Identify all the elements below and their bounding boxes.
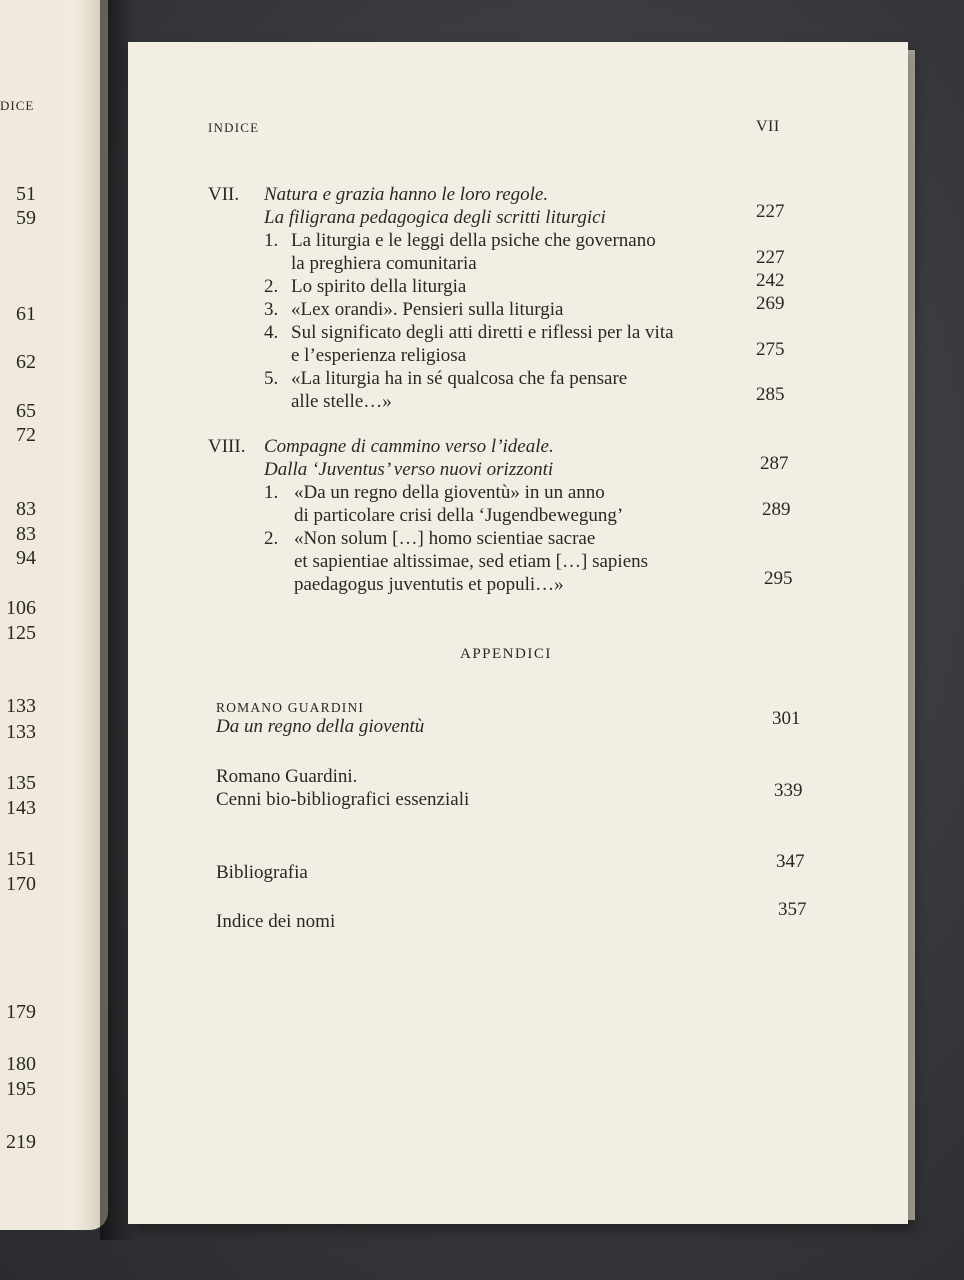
left-page xyxy=(0,0,108,1230)
item-text: di particolare crisi della ‘Jugendbewegung’ xyxy=(294,505,624,526)
left-page-number: 94 xyxy=(16,547,36,569)
item-number: 2. xyxy=(264,528,279,549)
item-page: 275 xyxy=(756,339,785,360)
item-text: la preghiera comunitaria xyxy=(291,253,477,274)
page-number: VII xyxy=(756,118,780,135)
right-page xyxy=(128,42,908,1224)
item-text: alle stelle…» xyxy=(291,391,392,412)
item-page: 269 xyxy=(756,293,785,314)
left-page-number: 59 xyxy=(16,207,36,229)
left-page-number: 61 xyxy=(16,303,36,325)
item-number: 1. xyxy=(264,482,279,503)
left-page-number: 83 xyxy=(16,498,36,520)
appendix-page: 357 xyxy=(778,899,807,920)
left-page-number: 195 xyxy=(6,1078,36,1100)
left-running-head: DICE xyxy=(0,98,35,113)
item-text: «La liturgia ha in sé qualcosa che fa pensare xyxy=(291,368,628,389)
appendix-entry: Bibliografia xyxy=(216,862,308,883)
appendix-entry: Romano Guardini. xyxy=(216,766,358,787)
item-number: 1. xyxy=(264,230,279,251)
left-page-number: 219 xyxy=(6,1131,36,1153)
chapter-numeral: VII. xyxy=(208,184,240,205)
item-page: 295 xyxy=(764,568,793,589)
item-number: 5. xyxy=(264,368,279,389)
chapter-title: La filigrana pedagogica degli scritti liturgici xyxy=(264,207,606,228)
item-page: 227 xyxy=(756,247,785,268)
item-number: 3. xyxy=(264,299,279,320)
item-number: 4. xyxy=(264,322,279,343)
item-text: Sul significato degli atti diretti e riflessi per la vita xyxy=(291,322,674,343)
appendix-page: 301 xyxy=(772,708,801,729)
appendix-page: 347 xyxy=(776,851,805,872)
item-page: 289 xyxy=(762,499,791,520)
left-page-number: 133 xyxy=(6,695,36,717)
item-page: 285 xyxy=(756,384,785,405)
item-text: «Non solum […] homo scientiae sacrae xyxy=(294,528,596,549)
left-page-number: 65 xyxy=(16,400,36,422)
appendix-entry: Cenni bio-bibliografici essenziali xyxy=(216,789,470,810)
chapter-page: 227 xyxy=(756,201,785,222)
item-text: paedagogus juventutis et populi…» xyxy=(294,574,564,595)
left-page-number: 72 xyxy=(16,424,36,446)
chapter-page: 287 xyxy=(760,453,789,474)
appendix-heading: APPENDICI xyxy=(460,646,552,662)
running-head: INDICE xyxy=(208,120,260,135)
left-page-number: 133 xyxy=(6,721,36,743)
left-page-number: 135 xyxy=(6,772,36,794)
left-page-number: 151 xyxy=(6,848,36,870)
chapter-title: Dalla ‘Juventus’ verso nuovi orizzonti xyxy=(264,459,554,480)
appendix-title: Da un regno della gioventù xyxy=(216,716,425,737)
chapter-numeral: VIII. xyxy=(208,436,246,457)
item-text: Lo spirito della liturgia xyxy=(291,276,467,297)
left-page-number: 83 xyxy=(16,523,36,545)
left-page-number: 170 xyxy=(6,873,36,895)
left-page-number: 62 xyxy=(16,351,36,373)
left-page-number: 180 xyxy=(6,1053,36,1075)
left-page-number: 143 xyxy=(6,797,36,819)
left-page-number: 179 xyxy=(6,1001,36,1023)
item-text: «Lex orandi». Pensieri sulla liturgia xyxy=(291,299,564,320)
item-text: e l’esperienza religiosa xyxy=(291,345,467,366)
chapter-title: Compagne di cammino verso l’ideale. xyxy=(264,436,554,457)
appendix-author: ROMANO GUARDINI xyxy=(216,700,365,715)
item-text: et sapientiae altissimae, sed etiam […] sapiens xyxy=(294,551,649,572)
item-text: «Da un regno della gioventù» in un anno xyxy=(294,482,605,503)
appendix-page: 339 xyxy=(774,780,803,801)
left-page-number: 106 xyxy=(6,597,36,619)
item-text: La liturgia e le leggi della psiche che governano xyxy=(291,230,656,251)
item-number: 2. xyxy=(264,276,279,297)
left-page-number: 51 xyxy=(16,183,36,205)
chapter-title: Natura e grazia hanno le loro regole. xyxy=(264,184,549,205)
left-page-number: 125 xyxy=(6,622,36,644)
appendix-entry: Indice dei nomi xyxy=(216,911,336,932)
item-page: 242 xyxy=(756,270,785,291)
